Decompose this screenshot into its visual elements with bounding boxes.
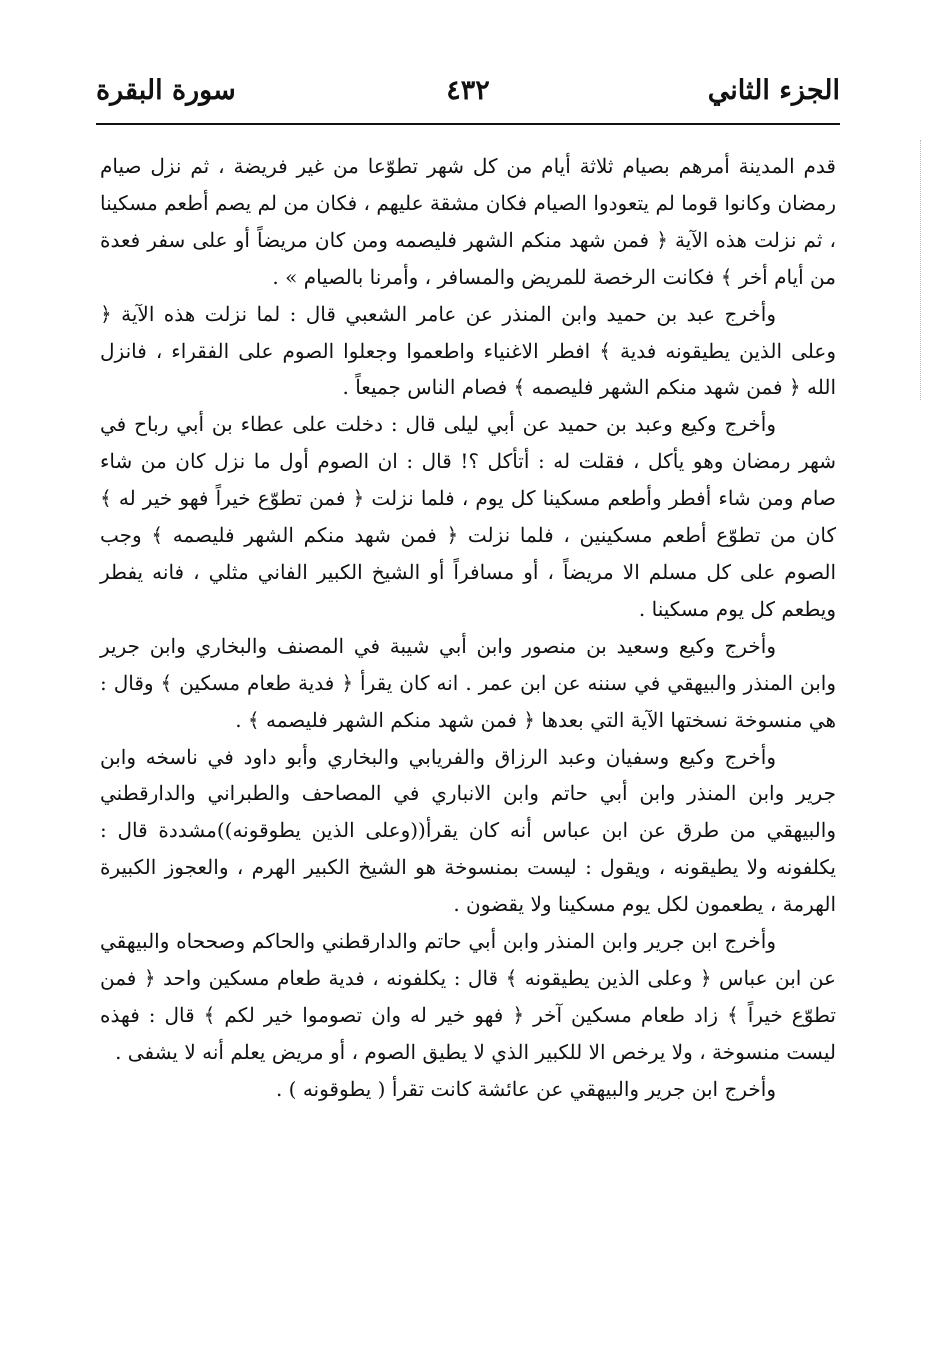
running-header (96, 70, 840, 122)
paragraph: وأخرج ابن جرير والبيهقي عن عائشة كانت تقرأ ( يطوقونه ) . (275, 1076, 776, 1101)
page-number: ٤٣٢ (446, 75, 490, 106)
paragraph-continuation: قدم المدينة أمرهم بصيام ثلاثة أيام من كل شهر تطوّعا من غير فريضة ، ثم نزل صيام رمضان وكانوا قوما لم يتعودوا الصيام فكان مشقة عليهم ، فكان من لم يصم أطعم مسكينا ، ثم نزلت هذه الآية ﴿ فمن شهد منكم الشهر فليصمه ومن كان مريضاً أو على سفر فعدة من أيام أخر ﴾ فكانت الرخصة للمريض والمسافر ، وأمرنا بالصيام » . (100, 154, 836, 289)
paragraph: وأخرج وكيع وسعيد بن منصور وابن أبي شيبة في المصنف والبخاري وابن جرير وابن المنذر والبيهقي في سننه عن ابن عمر . انه كان يقرأ ﴿ فدية طعام مسكين ﴾ وقال : هي منسوخة نسختها الآية التي بعدها ﴿ فمن شهد منكم الشهر فليصمه ﴾ . (100, 633, 836, 732)
scan-edge-mark (920, 140, 922, 400)
paragraph: وأخرج عبد بن حميد وابن المنذر عن عامر الشعبي قال : لما نزلت هذه الآية ﴿ وعلى الذين يطيقونه فدية ﴾ افطر الاغنياء واطعموا وجعلوا الصوم على الفقراء ، فانزل الله ﴿ فمن شهد منكم الشهر فليصمه ﴾ فصام الناس جميعاً . (100, 301, 836, 400)
paragraph: وأخرج وكيع وعبد بن حميد عن أبي ليلى قال : دخلت على عطاء بن أبي رباح في شهر رمضان وهو يأكل ، فقلت له : أتأكل ؟! قال : ان الصوم أول ما نزل كان من شاء صام ومن شاء أفطر وأطعم مسكينا كل يوم ، فلما نزلت ﴿ فمن تطوّع خيراً فهو خير له ﴾ كان من تطوّع أطعم مسكينين ، فلما نزلت ﴿ فمن شهد منكم الشهر فليصمه ﴾ وجب الصوم على كل مسلم الا مريضاً ، أو مسافراً أو الشيخ الكبير الفاني مثلي ، فانه يفطر ويطعم كل يوم مسكينا . (100, 412, 836, 621)
surah-title: سورة البقرة (96, 75, 236, 106)
part-title: الجزء الثاني (707, 75, 840, 106)
paragraph: وأخرج ابن جرير وابن المنذر وابن أبي حاتم والدارقطني والحاكم وصححاه والبيهقي عن ابن عباس ﴿ وعلى الذين يطيقونه ﴾ قال : يكلفونه ، فدية طعام مسكين واحد ﴿ فمن تطوّع خيراً ﴾ زاد طعام مسكين آخر ﴿ فهو خير له وان تصوموا خير لكم ﴾ قال : فهذه ليست منسوخة ، ولا يرخص الا للكبير الذي لا يطيق الصوم ، أو مريض يعلم أنه لا يشفى . (100, 929, 836, 1064)
header-rule (96, 123, 840, 125)
paragraph: وأخرج وكيع وسفيان وعبد الرزاق والفريابي والبخاري وأبو داود في ناسخه وابن جرير وابن المنذر وابن أبي حاتم وابن الانباري في المصاحف والطبراني والدارقطني والبيهقي من طرق عن ابن عباس أنه كان يقرأ((وعلى الذين يطوقونه))مشددة قال : يكلفونه ولا يطيقونه ، ويقول : ليست بمنسوخة هو الشيخ الكبير الهرم ، والعجوز الكبيرة الهرمة ، يطعمون لكل يوم مسكينا ولا يقضون . (100, 744, 836, 917)
main-text (100, 148, 836, 1318)
